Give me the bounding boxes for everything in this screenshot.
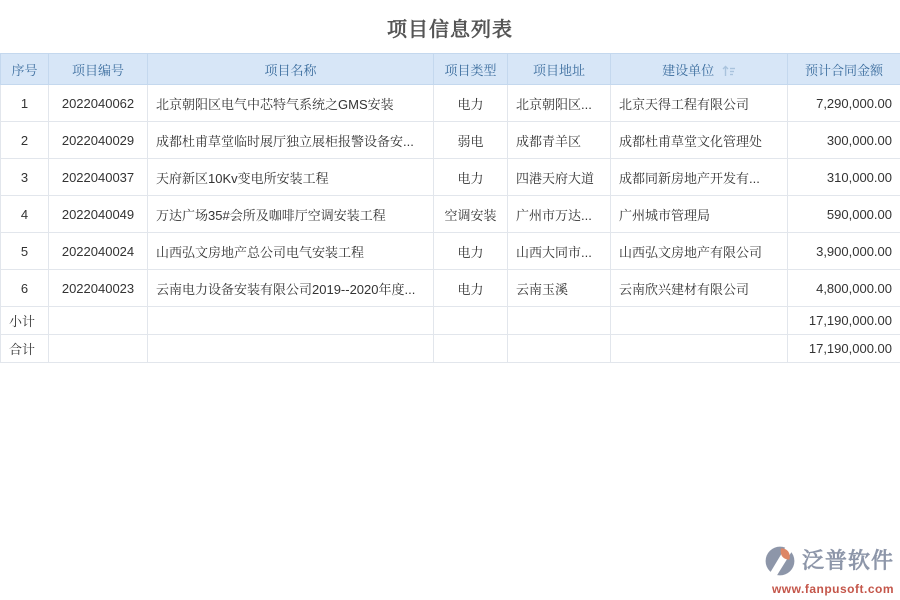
subtotal-label: 小计 (1, 307, 49, 335)
cell-type: 电力 (434, 233, 508, 270)
col-header-address[interactable]: 项目地址 (508, 54, 611, 85)
col-header-org[interactable] (611, 54, 788, 85)
empty-cell (508, 335, 611, 363)
cell-org: 广州城市管理局 (611, 196, 788, 233)
cell-address: 云南玉溪 (508, 270, 611, 307)
table-row[interactable] (1, 233, 900, 270)
cell-amount: 310,000.00 (788, 159, 900, 196)
empty-cell (434, 335, 508, 363)
total-row (1, 335, 900, 363)
empty-cell (434, 307, 508, 335)
vendor-url[interactable]: www.fanpusoft.com (771, 582, 894, 596)
table-row[interactable] (1, 159, 900, 196)
subtotal-row (1, 307, 900, 335)
table-header-row (1, 54, 900, 85)
cell-address: 山西大同市... (508, 233, 611, 270)
cell-org: 云南欣兴建材有限公司 (611, 270, 788, 307)
empty-cell (49, 307, 148, 335)
empty-cell (611, 307, 788, 335)
cell-name: 成都杜甫草堂临时展厅独立展柜报警设备安... (148, 122, 434, 159)
col-header-amount[interactable]: 预计合同金额 (788, 54, 900, 85)
cell-name: 天府新区10Kv变电所安装工程 (148, 159, 434, 196)
col-header-name[interactable]: 项目名称 (148, 54, 434, 85)
cell-seq: 1 (1, 85, 49, 122)
cell-code: 2022040037 (49, 159, 148, 196)
total-label: 合计 (1, 335, 49, 363)
col-header-type[interactable]: 项目类型 (434, 54, 508, 85)
cell-type: 弱电 (434, 122, 508, 159)
cell-type: 电力 (434, 159, 508, 196)
cell-address: 成都青羊区 (508, 122, 611, 159)
project-info-table (0, 53, 900, 363)
cell-name: 万达广场35#会所及咖啡厅空调安装工程 (148, 196, 434, 233)
empty-cell (148, 307, 434, 335)
subtotal-amount: 17,190,000.00 (788, 307, 900, 335)
cell-org: 成都同新房地产开发有... (611, 159, 788, 196)
cell-amount: 300,000.00 (788, 122, 900, 159)
table-row[interactable] (1, 270, 900, 307)
empty-cell (508, 307, 611, 335)
cell-seq: 4 (1, 196, 49, 233)
cell-name: 云南电力设备安装有限公司2019--2020年度... (148, 270, 434, 307)
cell-address: 四港天府大道 (508, 159, 611, 196)
vendor-watermark[interactable] (762, 542, 894, 595)
cell-code: 2022040029 (49, 122, 148, 159)
col-header-code[interactable]: 项目编号 (49, 54, 148, 85)
cell-amount: 3,900,000.00 (788, 233, 900, 270)
cell-seq: 2 (1, 122, 49, 159)
sort-ascending-icon[interactable] (722, 65, 736, 77)
cell-org: 成都杜甫草堂文化管理处 (611, 122, 788, 159)
total-amount: 17,190,000.00 (788, 335, 900, 363)
cell-address: 广州市万达... (508, 196, 611, 233)
empty-cell (611, 335, 788, 363)
cell-code: 2022040024 (49, 233, 148, 270)
cell-seq: 5 (1, 233, 49, 270)
empty-cell (49, 335, 148, 363)
cell-seq: 3 (1, 159, 49, 196)
cell-amount: 4,800,000.00 (788, 270, 900, 307)
cell-name: 北京朝阳区电气中芯特气系统之GMS安装 (148, 85, 434, 122)
cell-code: 2022040023 (49, 270, 148, 307)
fanpu-logo-icon (762, 542, 798, 580)
cell-code: 2022040049 (49, 196, 148, 233)
cell-type: 电力 (434, 270, 508, 307)
cell-org: 北京天得工程有限公司 (611, 85, 788, 122)
cell-type: 空调安装 (434, 196, 508, 233)
cell-amount: 590,000.00 (788, 196, 900, 233)
cell-seq: 6 (1, 270, 49, 307)
table-row[interactable] (1, 196, 900, 233)
table-row[interactable] (1, 85, 900, 122)
col-header-org-label: 建设单位 (662, 62, 715, 78)
vendor-name: 泛普软件 (801, 548, 894, 573)
cell-amount: 7,290,000.00 (788, 85, 900, 122)
empty-cell (148, 335, 434, 363)
page-title: 项目信息列表 (387, 19, 513, 41)
col-header-seq[interactable]: 序号 (1, 54, 49, 85)
cell-type: 电力 (434, 85, 508, 122)
cell-org: 山西弘文房地产有限公司 (611, 233, 788, 270)
cell-code: 2022040062 (49, 85, 148, 122)
cell-address: 北京朝阳区... (508, 85, 611, 122)
table-row[interactable] (1, 122, 900, 159)
cell-name: 山西弘文房地产总公司电气安装工程 (148, 233, 434, 270)
